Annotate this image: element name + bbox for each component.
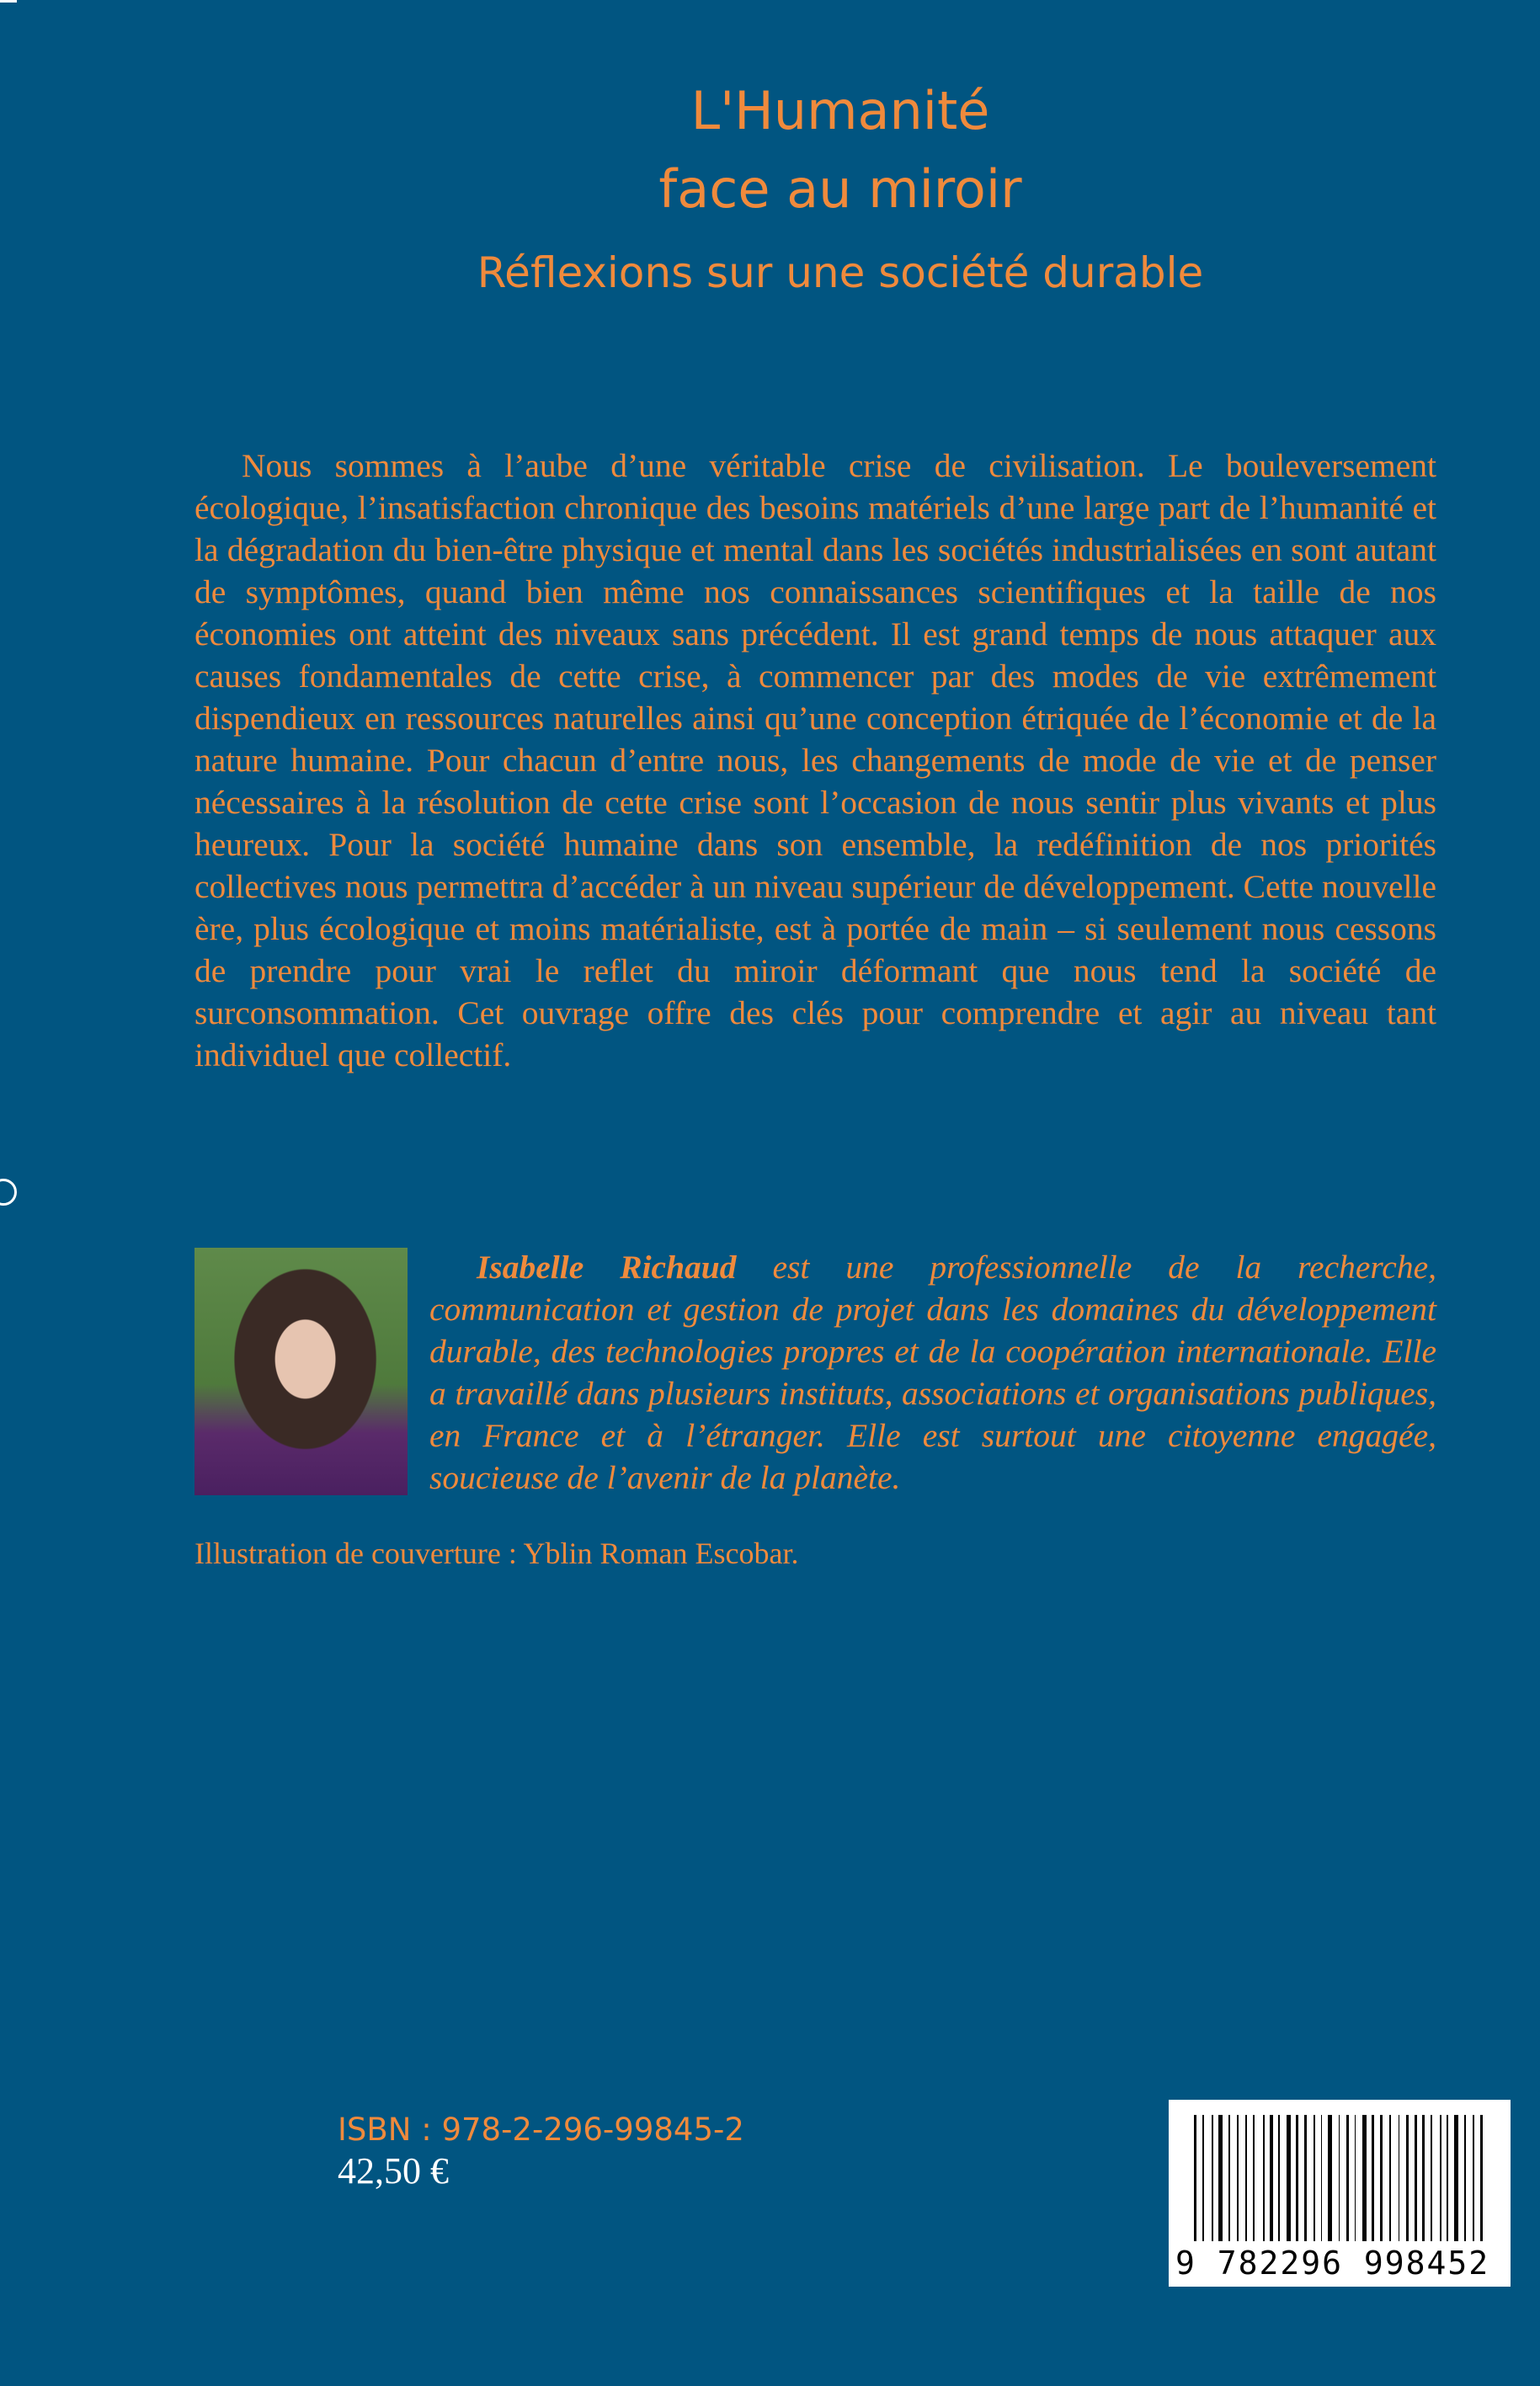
barcode-bar [1440, 2115, 1441, 2241]
barcode-bar [1451, 2115, 1452, 2241]
barcode-bar [1304, 2115, 1307, 2241]
barcode-bar [1287, 2115, 1291, 2241]
barcode-bar [1368, 2115, 1370, 2241]
barcode-number: 9 782296 998452 [1175, 2245, 1490, 2282]
barcode-bar [1447, 2115, 1448, 2241]
barcode-bar [1334, 2115, 1336, 2241]
barcode-bar [1296, 2115, 1298, 2241]
barcode-bar [1351, 2115, 1353, 2241]
barcode-bars [1194, 2115, 1489, 2241]
barcode-bar [1406, 2115, 1409, 2241]
barcode-bar [1206, 2115, 1209, 2241]
barcode-bar [1256, 2115, 1260, 2241]
barcode [1169, 2100, 1511, 2287]
barcode-bar [1266, 2115, 1268, 2241]
barcode-bar [1484, 2115, 1486, 2241]
barcode-bar [1225, 2115, 1227, 2241]
barcode-bar [1464, 2115, 1466, 2241]
blurb-text: Nous sommes à l’aube d’une véritable crise de civilisation. Le bouleversement écologique, l’insatisfaction chronique des besoins matériels d’une large part de l’humanité et la dégradation du bien-être physique et mental dans les sociétés industrialisées en sont autant de symptômes, quand bien même nos connaissances scientifiques et la taille de nos économies ont atteint des niveaux sans précédent. Il est grand temps de nous attaquer aux causes fondamentales de cette crise, à commencer par des modes de vie extrêmement dispendieux en ressources naturelles ainsi qu’une conception étriquée de l’économie et de la nature humaine. Pour chacun d’entre nous, les changements de mode de vie et de penser nécessaires à la résolution de cette crise sont l’occasion de nous sentir plus vivants et plus heureux. Pour la société humaine dans son ensemble, la redéfinition de nos priorités collectives nous permettra d’accéder à un niveau supérieur de développement. Cette nouvelle ère, plus écologique et moins matérialiste, est à portée de main – si seulement nous cessons de prendre pour vrai le reflet du miroir déformant que nous tend la société de surconsommation. Cet ouvrage offre des clés pour comprendre et agir au niveau tant individuel que collectif. [194, 447, 1436, 1073]
barcode-bar [1402, 2115, 1404, 2241]
barcode-bar [1240, 2115, 1244, 2241]
barcode-bar [1301, 2115, 1303, 2241]
barcode-bar [1253, 2115, 1255, 2241]
barcode-bar [1218, 2115, 1223, 2241]
barcode-bar [1480, 2115, 1483, 2241]
barcode-bar [1431, 2115, 1433, 2241]
barcode-bar [1339, 2115, 1340, 2241]
book-subtitle: Réflexions sur une société durable [477, 248, 1204, 297]
barcode-bar [1443, 2115, 1446, 2241]
illustration-credit: Illustration de couverture : Yblin Roman Escobar. [194, 1537, 799, 1570]
author-bio-text: est une professionnelle de la recherche, communication et gestion de projet dans les domaines du développement durable, des technologies propres et de la coopération internationale. Elle a travaillé dans plusieurs instituts, associations et organisations publiques, en France et à l’étranger. Elle est surtout une citoyenne engagée, soucieuse de l’avenir de la planète. [429, 1249, 1436, 1496]
crop-mark [0, 0, 17, 3]
barcode-bar [1276, 2115, 1277, 2241]
barcode-bar [1212, 2115, 1213, 2241]
barcode-bar [1372, 2115, 1374, 2241]
barcode-bar [1380, 2115, 1383, 2241]
barcode-bar [1393, 2115, 1397, 2241]
barcode-bar [1237, 2115, 1239, 2241]
barcode-bar [1410, 2115, 1412, 2241]
barcode-bar [1460, 2115, 1463, 2241]
barcode-bar [1328, 2115, 1332, 2241]
barcode-bar [1422, 2115, 1425, 2241]
barcode-bar [1434, 2115, 1437, 2241]
barcode-bar [1324, 2115, 1326, 2241]
barcode-bar [1341, 2115, 1345, 2241]
price: 42,50 € [338, 2150, 449, 2192]
barcode-bar [1278, 2115, 1280, 2241]
barcode-bar [1355, 2115, 1356, 2241]
barcode-bar [1346, 2115, 1349, 2241]
author-name: Isabelle Richaud [477, 1249, 737, 1286]
barcode-bar [1202, 2115, 1205, 2241]
barcode-bar [1308, 2115, 1312, 2241]
barcode-bar [1477, 2115, 1479, 2241]
book-title-line1: L'Humanité [690, 80, 990, 141]
barcode-bar [1282, 2115, 1284, 2241]
book-title-line2: face au miroir [658, 158, 1022, 220]
barcode-bar [1232, 2115, 1234, 2241]
barcode-bar [1357, 2115, 1360, 2241]
barcode-bar [1250, 2115, 1251, 2241]
barcode-bar [1317, 2115, 1319, 2241]
barcode-bar [1419, 2115, 1420, 2241]
barcode-bar [1454, 2115, 1458, 2241]
barcode-bar [1468, 2115, 1471, 2241]
registration-mark-icon [0, 1179, 17, 1206]
barcode-bar [1215, 2115, 1217, 2241]
barcode-bar [1270, 2115, 1273, 2241]
barcode-bar [1415, 2115, 1418, 2241]
barcode-bar [1377, 2115, 1378, 2241]
barcode-bar [1314, 2115, 1315, 2241]
barcode-bar [1228, 2115, 1231, 2241]
barcode-bar [1399, 2115, 1400, 2241]
barcode-bar [1194, 2115, 1196, 2241]
isbn: ISBN : 978-2-296-99845-2 [338, 2112, 744, 2148]
barcode-bar [1292, 2115, 1294, 2241]
barcode-bar [1384, 2115, 1387, 2241]
barcode-bar [1263, 2115, 1266, 2241]
barcode-bar [1199, 2115, 1201, 2241]
barcode-bar [1245, 2115, 1248, 2241]
author-bio [429, 1246, 1436, 1499]
barcode-bar [1321, 2115, 1323, 2241]
barcode-bar [1473, 2115, 1475, 2241]
barcode-bar [1427, 2115, 1429, 2241]
barcode-bar [1362, 2115, 1367, 2241]
author-photo [194, 1248, 408, 1495]
barcode-bar [1389, 2115, 1391, 2241]
